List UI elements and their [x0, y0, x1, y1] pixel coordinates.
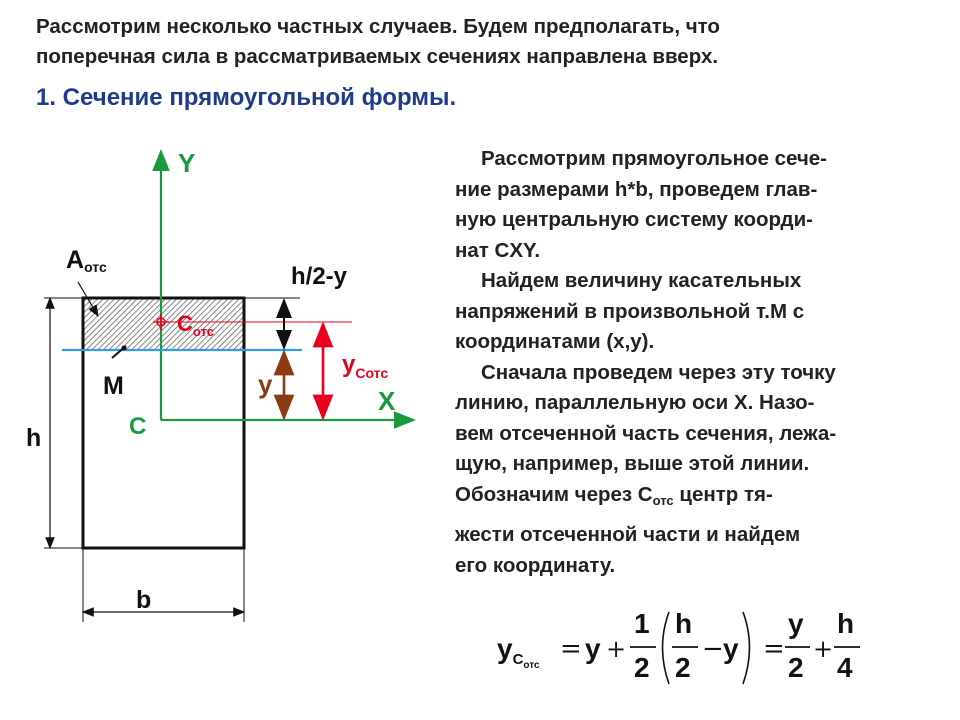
section-heading: 1. Сечение прямоугольной формы. — [36, 84, 457, 111]
formula-f3-num: y — [788, 608, 804, 639]
formula-f1-den: 2 — [634, 652, 650, 683]
formula-plus2: + — [813, 635, 834, 663]
formula-f1-num: 1 — [634, 608, 650, 639]
formula-f2-num: h — [675, 608, 693, 639]
dim-b-label: b — [136, 586, 152, 614]
formula-f2-den: 2 — [675, 652, 691, 683]
dim-yc-sub: Cотс — [355, 365, 389, 381]
dim-yc-label — [342, 351, 388, 381]
p1-line-2: ние размерами h*b, проведем глав- — [455, 177, 818, 201]
area-label — [66, 246, 107, 275]
formula-lhs-y: y — [497, 633, 513, 664]
formula-eq1: = — [560, 634, 582, 664]
p3-line-6: жести отсеченной части и найдем — [455, 523, 801, 546]
p3-line-5a: Обозначим через C — [455, 482, 653, 506]
formula-minus: − — [702, 634, 724, 664]
centroid-formula — [497, 608, 860, 684]
p3-line-3: вем отсеченной часть сечения, лежа- — [455, 421, 837, 445]
x-axis-label: X — [378, 386, 396, 416]
intro-line-2: поперечная сила в рассматриваемых сечениях направлена вверх. — [36, 45, 719, 68]
area-label-sub: отс — [84, 259, 107, 275]
formula-t1: y — [585, 633, 601, 664]
p2-line-3: координатами (х,у). — [455, 330, 655, 353]
p3-line-7: его координату. — [455, 553, 616, 577]
p1-line-4: нат CXY. — [455, 238, 541, 262]
dim-yc-main: y — [342, 351, 356, 378]
y-axis-label: Y — [178, 148, 196, 178]
origin-label: C — [129, 413, 147, 440]
p1-line-1: Рассмотрим прямоугольное сече- — [481, 147, 828, 170]
formula-paren-left — [663, 612, 670, 684]
centroid-label-sub: отс — [192, 324, 214, 339]
p2-line-2: напряжений в произвольной т.М с — [455, 299, 805, 323]
p2-line-1: Найдем величину касательных — [481, 269, 802, 292]
dim-h2y-label: h/2-y — [291, 263, 348, 290]
formula-f4-num: h — [837, 608, 855, 639]
p3-line-5b: центр тя- — [673, 482, 773, 506]
p3-line-1: Сначала проведем через эту точку — [481, 360, 836, 384]
formula-f3-den: 2 — [788, 652, 804, 683]
formula-paren-right — [743, 612, 750, 684]
formula-t2: y — [723, 633, 739, 664]
p3-line-4: щую, например, выше этой линии. — [455, 452, 810, 475]
formula-plus1: + — [606, 635, 627, 663]
area-label-main: A — [66, 246, 85, 274]
p3-line-2: линию, параллельную оси Х. Назо- — [455, 391, 815, 414]
cut-off-area — [83, 298, 244, 350]
dim-h-label: h — [26, 424, 42, 452]
formula-lhs-sub1: C — [512, 651, 524, 668]
intro-line-1: Рассмотрим несколько частных случаев. Будем предполагать, что — [36, 15, 720, 38]
formula-f4-den: 4 — [837, 652, 853, 683]
formula-lhs — [497, 633, 540, 671]
dim-y-label: y — [258, 369, 273, 399]
formula-lhs-sub2: отс — [523, 660, 540, 671]
centroid-label-main: C — [177, 311, 193, 336]
point-m-label: M — [103, 372, 124, 400]
p1-line-3: ную центральную систему коорди- — [455, 208, 813, 231]
formula-eq2: = — [763, 634, 785, 664]
p3-line-5-sub: отс — [652, 492, 674, 508]
